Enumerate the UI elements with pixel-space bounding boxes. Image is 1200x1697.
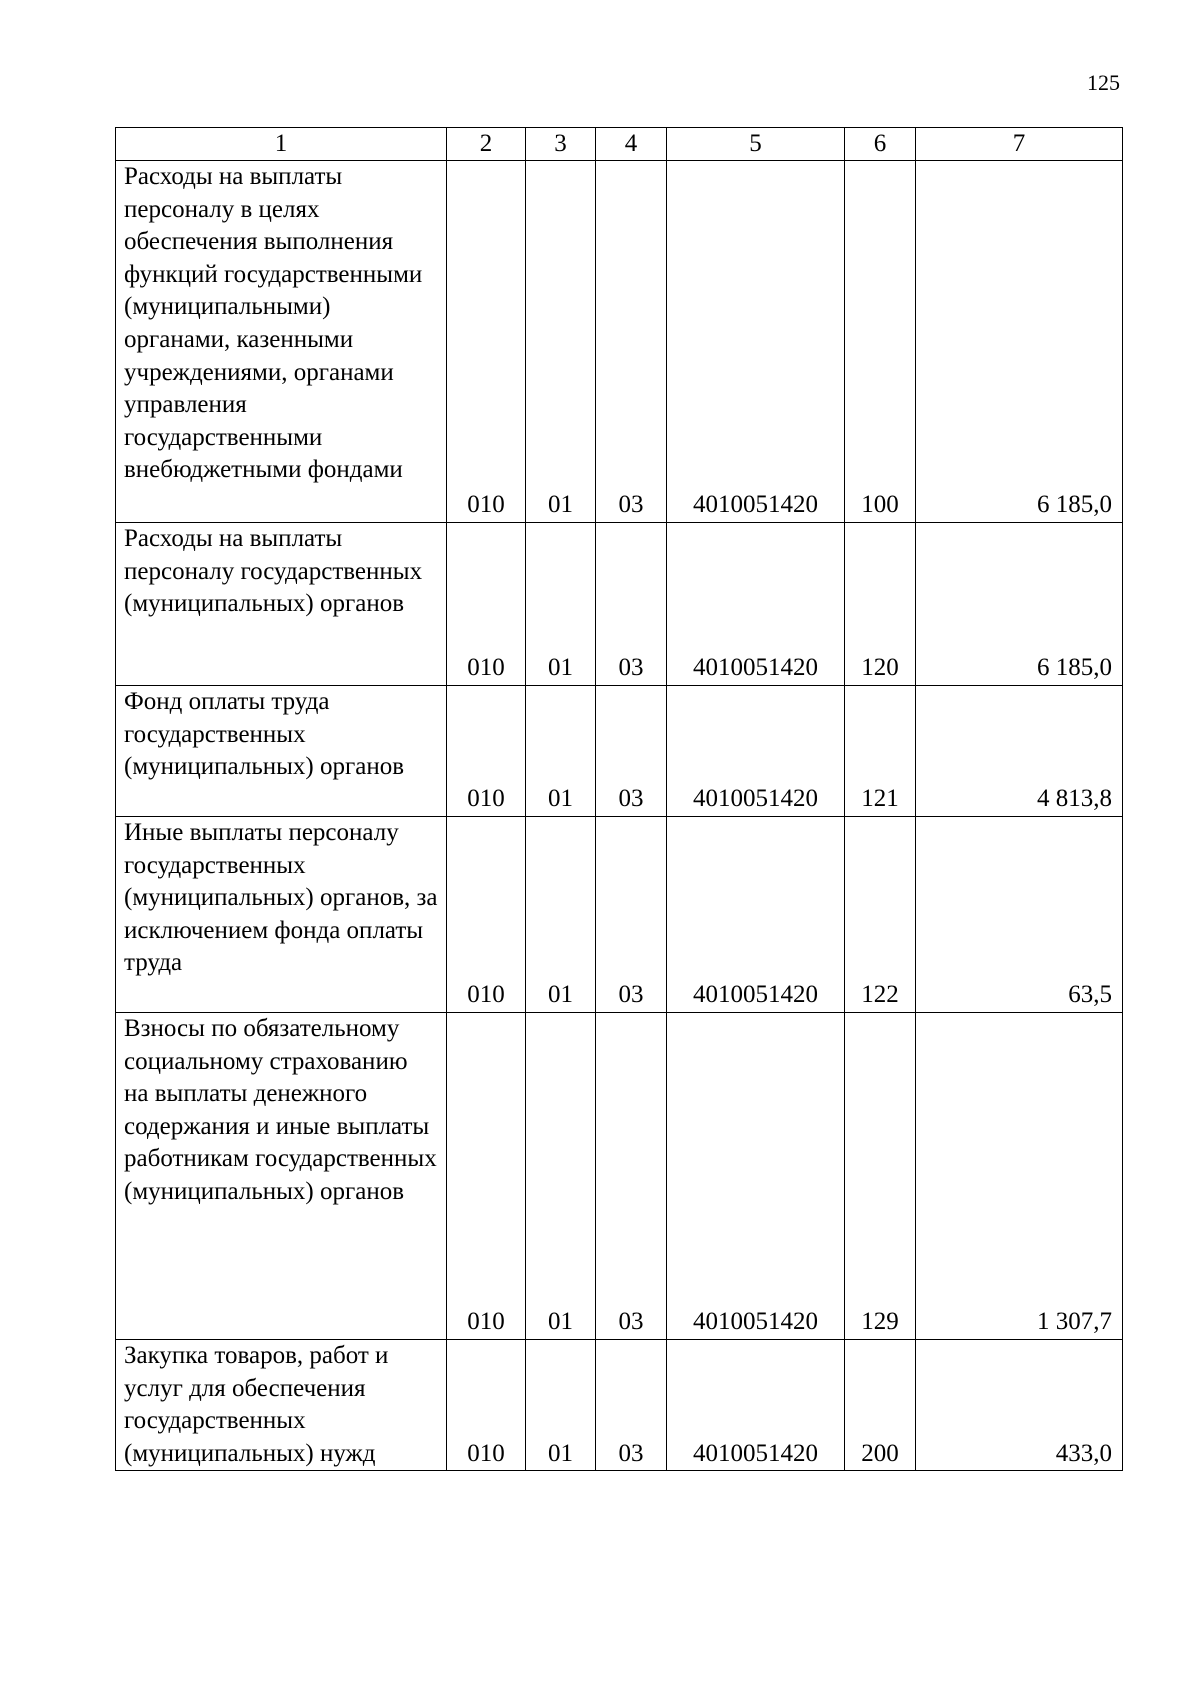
- column-header-7: 7: [916, 128, 1123, 161]
- section-code: 01: [526, 1340, 596, 1471]
- section-code: 01: [526, 686, 596, 817]
- section-code: 01: [526, 523, 596, 686]
- expense-type-code: 129: [845, 1013, 916, 1340]
- ministry-code: 010: [447, 1013, 526, 1340]
- target-article-code: 4010051420: [667, 1340, 845, 1471]
- row-description: Расходы на выплаты персоналу государственных (муниципальных) органов: [116, 523, 447, 686]
- budget-table: [115, 127, 1123, 1471]
- amount-value: 433,0: [916, 1340, 1123, 1471]
- expense-type-code: 122: [845, 817, 916, 1013]
- row-description: Фонд оплаты труда государственных (муниципальных) органов: [116, 686, 447, 817]
- ministry-code: 010: [447, 686, 526, 817]
- table-row: [116, 523, 1123, 686]
- ministry-code: 010: [447, 1340, 526, 1471]
- subsection-code: 03: [596, 1340, 667, 1471]
- table-row: [116, 161, 1123, 523]
- column-header-1: 1: [116, 128, 447, 161]
- target-article-code: 4010051420: [667, 523, 845, 686]
- column-header-4: 4: [596, 128, 667, 161]
- section-code: 01: [526, 1013, 596, 1340]
- column-header-2: 2: [447, 128, 526, 161]
- ministry-code: 010: [447, 523, 526, 686]
- row-description: Иные выплаты персоналу государственных (муниципальных) органов, за исключением фонда оплаты труда: [116, 817, 447, 1013]
- ministry-code: 010: [447, 161, 526, 523]
- target-article-code: 4010051420: [667, 817, 845, 1013]
- column-header-6: 6: [845, 128, 916, 161]
- amount-value: 63,5: [916, 817, 1123, 1013]
- target-article-code: 4010051420: [667, 1013, 845, 1340]
- section-code: 01: [526, 817, 596, 1013]
- amount-value: 4 813,8: [916, 686, 1123, 817]
- subsection-code: 03: [596, 686, 667, 817]
- ministry-code: 010: [447, 817, 526, 1013]
- subsection-code: 03: [596, 1013, 667, 1340]
- column-header-3: 3: [526, 128, 596, 161]
- table-header-row: [116, 128, 1123, 161]
- expense-type-code: 200: [845, 1340, 916, 1471]
- amount-value: 1 307,7: [916, 1013, 1123, 1340]
- table-row: [116, 686, 1123, 817]
- target-article-code: 4010051420: [667, 686, 845, 817]
- table-row: [116, 1340, 1123, 1471]
- expense-type-code: 100: [845, 161, 916, 523]
- amount-value: 6 185,0: [916, 523, 1123, 686]
- expense-type-code: 121: [845, 686, 916, 817]
- amount-value: 6 185,0: [916, 161, 1123, 523]
- row-description: Закупка товаров, работ и услуг для обеспечения государственных (муниципальных) нужд: [116, 1340, 447, 1471]
- column-header-5: 5: [667, 128, 845, 161]
- row-description: Расходы на выплаты персоналу в целях обеспечения выполнения функций государственными (муниципальными) органами, казенными учреждениями, органами управления государственными внебюджетными фондами: [116, 161, 447, 523]
- subsection-code: 03: [596, 161, 667, 523]
- page-number: 125: [1087, 70, 1120, 95]
- target-article-code: 4010051420: [667, 161, 845, 523]
- section-code: 01: [526, 161, 596, 523]
- table-row: [116, 1013, 1123, 1340]
- subsection-code: 03: [596, 523, 667, 686]
- table-row: [116, 817, 1123, 1013]
- subsection-code: 03: [596, 817, 667, 1013]
- expense-type-code: 120: [845, 523, 916, 686]
- row-description: Взносы по обязательному социальному страхованию на выплаты денежного содержания и иные выплаты работникам государственных (муниципальных) органов: [116, 1013, 447, 1340]
